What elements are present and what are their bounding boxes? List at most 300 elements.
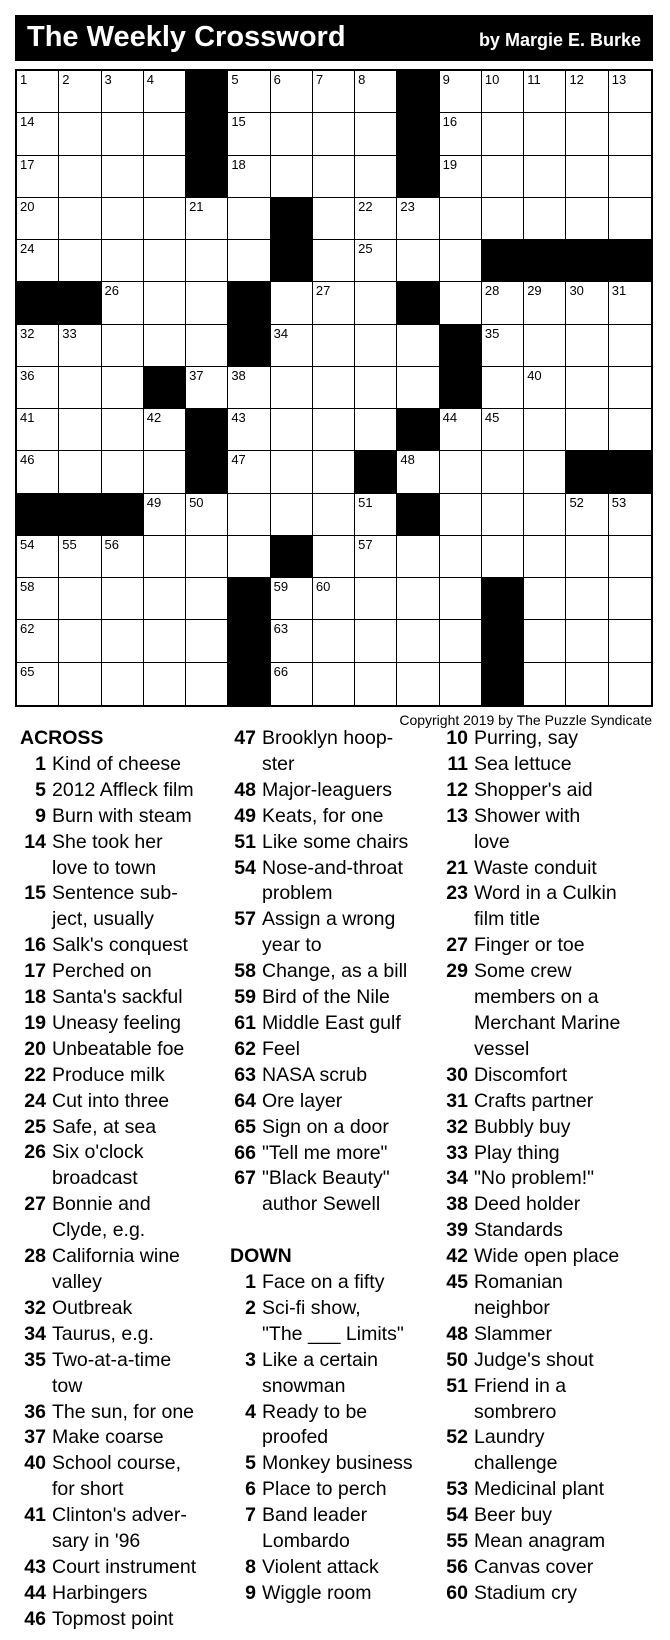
cell-number: 52	[569, 494, 584, 510]
grid-cell[interactable]	[524, 282, 566, 324]
grid-cell[interactable]	[524, 325, 566, 367]
grid-cell[interactable]	[440, 663, 482, 705]
clue-number	[442, 985, 468, 1011]
grid-cell[interactable]	[566, 71, 608, 113]
grid-cell[interactable]	[59, 71, 101, 113]
grid-cell[interactable]	[524, 620, 566, 662]
grid-cell[interactable]	[271, 367, 313, 409]
grid-cell[interactable]	[102, 282, 144, 324]
grid-cell[interactable]	[271, 451, 313, 493]
clue-line	[230, 1425, 440, 1451]
grid-cell[interactable]	[355, 282, 397, 324]
grid-cell[interactable]	[102, 240, 144, 282]
clue-text: Word in a Culkin	[474, 882, 617, 905]
grid-cell[interactable]	[228, 409, 270, 451]
clue-line	[230, 1348, 440, 1374]
clue-text: sary in '96	[52, 1530, 141, 1553]
grid-cell[interactable]	[186, 240, 228, 282]
clue-number: 50	[446, 1348, 468, 1371]
grid-cell[interactable]	[355, 198, 397, 240]
grid-cell[interactable]	[524, 113, 566, 155]
grid-cell[interactable]	[17, 198, 59, 240]
grid-cell[interactable]	[313, 71, 355, 113]
grid-cell[interactable]	[17, 325, 59, 367]
clue-column-2	[230, 726, 440, 1607]
grid-cell[interactable]	[144, 494, 186, 536]
grid-cell[interactable]	[440, 240, 482, 282]
grid-cell[interactable]	[144, 71, 186, 113]
clue-column-1	[20, 726, 230, 1633]
grid-block	[609, 451, 651, 493]
grid-cell[interactable]	[313, 367, 355, 409]
clue-line	[442, 778, 657, 804]
grid-cell[interactable]	[102, 578, 144, 620]
clue-text: She took her	[52, 830, 163, 853]
grid-cell[interactable]	[186, 494, 228, 536]
grid-cell[interactable]	[313, 325, 355, 367]
grid-cell[interactable]	[186, 620, 228, 662]
grid-block	[228, 578, 270, 620]
cell-number: 40	[527, 367, 542, 383]
grid-cell[interactable]	[271, 663, 313, 705]
grid-cell[interactable]	[566, 156, 608, 198]
clue-line	[442, 1011, 657, 1037]
grid-cell[interactable]	[524, 198, 566, 240]
grid-cell[interactable]	[482, 71, 524, 113]
grid-cell[interactable]	[59, 536, 101, 578]
grid-cell[interactable]	[228, 198, 270, 240]
cell-number: 65	[20, 663, 35, 679]
cell-number: 4	[146, 72, 155, 87]
grid-cell[interactable]	[102, 71, 144, 113]
grid-cell[interactable]	[17, 409, 59, 451]
grid-cell[interactable]	[144, 620, 186, 662]
grid-cell[interactable]	[313, 494, 355, 536]
clue-text: Sentence sub-	[52, 882, 178, 905]
grid-cell[interactable]	[271, 325, 313, 367]
grid-cell[interactable]	[566, 198, 608, 240]
clue-number: 20	[24, 1037, 46, 1060]
grid-cell[interactable]	[524, 494, 566, 536]
grid-cell[interactable]	[609, 198, 651, 240]
clue-line	[442, 1374, 657, 1400]
grid-cell[interactable]	[313, 578, 355, 620]
grid-cell[interactable]	[482, 113, 524, 155]
grid-cell[interactable]	[144, 663, 186, 705]
grid-cell[interactable]	[609, 325, 651, 367]
cell-number: 26	[104, 283, 119, 299]
grid-cell[interactable]	[440, 156, 482, 198]
grid-cell[interactable]	[102, 663, 144, 705]
cell-number: 22	[358, 198, 373, 214]
grid-cell[interactable]	[524, 451, 566, 493]
grid-cell[interactable]	[17, 367, 59, 409]
grid-cell[interactable]	[102, 113, 144, 155]
clue-number: 21	[446, 856, 468, 879]
grid-cell[interactable]	[186, 282, 228, 324]
grid-cell[interactable]	[17, 71, 59, 113]
clue-number: 15	[24, 882, 46, 905]
grid-cell[interactable]	[313, 113, 355, 155]
grid-cell[interactable]	[144, 282, 186, 324]
clue-number	[230, 1529, 256, 1555]
grid-cell[interactable]	[609, 113, 651, 155]
grid-cell[interactable]	[102, 451, 144, 493]
grid-cell[interactable]	[102, 536, 144, 578]
clue-text: snowman	[262, 1374, 346, 1397]
clue-line	[230, 830, 440, 856]
cell-number: 64	[484, 621, 500, 637]
grid-cell[interactable]	[313, 409, 355, 451]
clue-number: 1	[245, 1271, 256, 1293]
grid-cell[interactable]	[482, 156, 524, 198]
clue-text: year to	[262, 934, 322, 957]
grid-block	[440, 325, 482, 367]
clue-line	[442, 726, 657, 752]
grid-cell[interactable]	[609, 156, 651, 198]
grid-cell[interactable]	[440, 113, 482, 155]
grid-cell[interactable]	[397, 325, 439, 367]
grid-block	[482, 578, 524, 620]
grid-cell[interactable]	[482, 198, 524, 240]
grid-cell[interactable]	[355, 536, 397, 578]
grid-cell[interactable]	[440, 198, 482, 240]
clue-number: 19	[24, 1011, 46, 1034]
grid-cell[interactable]	[59, 325, 101, 367]
grid-cell[interactable]	[440, 620, 482, 662]
clue-line	[442, 804, 657, 830]
grid-cell[interactable]	[566, 578, 608, 620]
clue-number	[20, 1270, 46, 1296]
clue-text: Clyde, e.g.	[52, 1219, 146, 1242]
grid-cell[interactable]	[313, 620, 355, 662]
grid-cell[interactable]	[59, 620, 101, 662]
grid-block	[397, 282, 439, 324]
grid-cell[interactable]	[566, 113, 608, 155]
grid-cell[interactable]	[397, 198, 439, 240]
clue-line	[20, 959, 230, 985]
grid-cell[interactable]	[271, 71, 313, 113]
grid-cell[interactable]	[355, 71, 397, 113]
clue-line	[230, 1011, 440, 1037]
grid-cell[interactable]	[609, 409, 651, 451]
clue-line	[20, 1089, 230, 1115]
clue-line	[442, 1529, 657, 1555]
grid-cell[interactable]	[228, 367, 270, 409]
grid-cell[interactable]	[482, 451, 524, 493]
grid-cell[interactable]	[228, 240, 270, 282]
clue-line	[20, 1425, 230, 1451]
grid-cell[interactable]	[17, 156, 59, 198]
cell-number: 62	[20, 621, 35, 637]
clue-number	[442, 1400, 468, 1426]
clue-text: Produce milk	[52, 1063, 165, 1086]
grid-cell[interactable]	[144, 240, 186, 282]
grid-cell[interactable]	[482, 367, 524, 409]
clue-number	[442, 830, 468, 856]
grid-cell[interactable]	[566, 536, 608, 578]
clue-number: 52	[446, 1426, 468, 1449]
clue-line	[230, 1115, 440, 1141]
grid-cell[interactable]	[397, 367, 439, 409]
clue-line	[442, 1063, 657, 1089]
grid-cell[interactable]	[271, 409, 313, 451]
clue-line	[20, 1244, 230, 1270]
down-heading: DOWN	[230, 1245, 292, 1268]
clue-text: Some crew	[474, 960, 572, 983]
clue-text: proofed	[262, 1426, 329, 1449]
clue-number: 29	[446, 960, 468, 983]
clue-text: neighbor	[474, 1296, 550, 1319]
grid-cell[interactable]	[313, 240, 355, 282]
grid-cell[interactable]	[144, 578, 186, 620]
grid-cell[interactable]	[440, 451, 482, 493]
grid-cell[interactable]	[524, 409, 566, 451]
grid-cell[interactable]	[609, 620, 651, 662]
clue-line	[20, 907, 230, 933]
grid-cell[interactable]	[228, 451, 270, 493]
grid-cell[interactable]	[440, 578, 482, 620]
grid-cell[interactable]	[482, 494, 524, 536]
grid-cell[interactable]	[59, 663, 101, 705]
grid-cell[interactable]	[355, 113, 397, 155]
clue-text: Play thing	[474, 1141, 560, 1164]
clue-number: 41	[24, 1504, 46, 1527]
clue-line	[442, 1322, 657, 1348]
clue-line	[230, 1063, 440, 1089]
clue-line	[20, 1322, 230, 1348]
cell-number: 21	[189, 198, 204, 214]
grid-cell[interactable]	[566, 620, 608, 662]
clue-number: 32	[446, 1115, 468, 1138]
clue-line	[20, 1011, 230, 1037]
grid-cell[interactable]	[397, 578, 439, 620]
clue-number: 38	[446, 1193, 468, 1216]
grid-cell[interactable]	[566, 282, 608, 324]
grid-cell[interactable]	[524, 71, 566, 113]
clue-line	[442, 1166, 657, 1192]
cell-number: 36	[20, 367, 35, 383]
grid-cell[interactable]	[228, 156, 270, 198]
grid-cell[interactable]	[355, 409, 397, 451]
clue-text: Brooklyn hoop-	[262, 727, 394, 749]
clue-number: 62	[234, 1037, 256, 1060]
grid-cell[interactable]	[609, 536, 651, 578]
clue-text: Wiggle room	[262, 1581, 372, 1604]
clue-line	[20, 985, 230, 1011]
grid-cell[interactable]	[440, 409, 482, 451]
grid-cell[interactable]	[102, 325, 144, 367]
cell-number: 51	[358, 494, 373, 510]
grid-cell[interactable]	[566, 367, 608, 409]
grid-cell[interactable]	[144, 325, 186, 367]
grid-cell[interactable]	[609, 71, 651, 113]
cell-number: 42	[146, 410, 162, 426]
grid-cell[interactable]	[609, 282, 651, 324]
grid-cell[interactable]	[228, 536, 270, 578]
grid-cell[interactable]	[355, 663, 397, 705]
cell-number: 31	[611, 283, 627, 299]
grid-cell[interactable]	[17, 620, 59, 662]
grid-cell[interactable]	[17, 663, 59, 705]
clue-text: Clinton's adver-	[52, 1504, 187, 1527]
grid-cell[interactable]	[355, 240, 397, 282]
clue-line	[442, 1425, 657, 1451]
grid-cell[interactable]	[186, 325, 228, 367]
grid-cell[interactable]	[524, 156, 566, 198]
grid-cell[interactable]	[17, 451, 59, 493]
grid-cell[interactable]	[313, 536, 355, 578]
grid-cell[interactable]	[482, 282, 524, 324]
grid-cell[interactable]	[313, 451, 355, 493]
clue-text: School course,	[52, 1452, 181, 1475]
grid-cell[interactable]	[397, 620, 439, 662]
grid-cell[interactable]	[59, 113, 101, 155]
grid-cell[interactable]	[566, 409, 608, 451]
grid-cell[interactable]	[59, 409, 101, 451]
grid-cell[interactable]	[144, 451, 186, 493]
cell-number: 11	[527, 72, 541, 87]
clue-number	[230, 881, 256, 907]
clue-number	[230, 752, 256, 778]
grid-cell[interactable]	[17, 240, 59, 282]
grid-cell[interactable]	[102, 620, 144, 662]
clue-number: 32	[24, 1296, 46, 1319]
clue-text: California wine	[52, 1245, 180, 1268]
grid-cell[interactable]	[17, 113, 59, 155]
grid-cell[interactable]	[566, 325, 608, 367]
grid-cell[interactable]	[313, 663, 355, 705]
clue-number: 5	[35, 778, 46, 801]
grid-cell[interactable]	[482, 536, 524, 578]
cell-number: 34	[273, 325, 289, 341]
grid-cell[interactable]	[313, 156, 355, 198]
grid-cell[interactable]	[17, 578, 59, 620]
grid-cell[interactable]	[228, 113, 270, 155]
grid-cell[interactable]	[609, 663, 651, 705]
grid-cell[interactable]	[355, 367, 397, 409]
grid-cell[interactable]	[59, 367, 101, 409]
cell-number: 28	[484, 283, 500, 299]
grid-cell[interactable]	[271, 156, 313, 198]
clue-text: Salk's conquest	[52, 934, 188, 957]
grid-cell[interactable]	[271, 620, 313, 662]
grid-cell[interactable]	[397, 240, 439, 282]
grid-cell[interactable]	[524, 536, 566, 578]
grid-cell[interactable]	[566, 494, 608, 536]
grid-cell[interactable]	[144, 156, 186, 198]
clue-text: Middle East gulf	[262, 1011, 401, 1034]
clue-text: Waste conduit	[474, 856, 597, 879]
grid-cell[interactable]	[186, 663, 228, 705]
grid-cell[interactable]	[186, 536, 228, 578]
grid-cell[interactable]	[228, 494, 270, 536]
clue-line	[230, 985, 440, 1011]
across-heading: ACROSS	[20, 727, 104, 749]
clue-text: Ready to be	[262, 1400, 368, 1423]
grid-cell[interactable]	[59, 451, 101, 493]
cell-number: 24	[20, 241, 35, 257]
grid-cell[interactable]	[59, 198, 101, 240]
clue-text: Shower with	[474, 804, 581, 827]
cell-number: 7	[315, 72, 324, 87]
grid-cell[interactable]	[17, 536, 59, 578]
grid-cell[interactable]	[144, 409, 186, 451]
grid-cell[interactable]	[524, 663, 566, 705]
grid-cell[interactable]	[397, 451, 439, 493]
clue-text: Finger or toe	[474, 934, 585, 957]
grid-cell[interactable]	[271, 282, 313, 324]
grid-cell[interactable]	[102, 156, 144, 198]
grid-cell[interactable]	[271, 578, 313, 620]
grid-cell[interactable]	[271, 113, 313, 155]
grid-cell[interactable]	[102, 198, 144, 240]
grid-cell[interactable]	[186, 198, 228, 240]
grid-cell[interactable]	[440, 71, 482, 113]
grid-cell[interactable]	[397, 663, 439, 705]
grid-cell[interactable]	[355, 620, 397, 662]
grid-cell[interactable]	[102, 367, 144, 409]
grid-cell[interactable]	[59, 240, 101, 282]
grid-cell[interactable]	[355, 156, 397, 198]
grid-cell[interactable]	[59, 578, 101, 620]
grid-cell[interactable]	[609, 578, 651, 620]
grid-cell[interactable]	[102, 409, 144, 451]
copyright-notice: Copyright 2019 by The Puzzle Syndicate	[399, 712, 652, 728]
grid-cell[interactable]	[440, 282, 482, 324]
cell-number: 3	[104, 72, 112, 87]
grid-cell[interactable]	[524, 578, 566, 620]
grid-cell[interactable]	[144, 536, 186, 578]
grid-cell[interactable]	[355, 578, 397, 620]
clue-line	[442, 1581, 657, 1607]
clue-number: 61	[234, 1011, 256, 1034]
clue-text: Perched on	[52, 960, 152, 983]
grid-cell[interactable]	[609, 494, 651, 536]
grid-cell[interactable]	[355, 325, 397, 367]
clue-text: Santa's sackful	[52, 986, 183, 1009]
grid-cell[interactable]	[482, 409, 524, 451]
clue-text: Burn with steam	[52, 804, 192, 827]
clue-number	[442, 1011, 468, 1037]
clue-line	[230, 1374, 440, 1400]
clue-number: 40	[24, 1452, 46, 1475]
grid-cell[interactable]	[228, 71, 270, 113]
grid-cell[interactable]	[524, 367, 566, 409]
grid-cell[interactable]	[609, 367, 651, 409]
grid-cell[interactable]	[482, 325, 524, 367]
grid-cell[interactable]	[355, 494, 397, 536]
grid-cell[interactable]	[566, 663, 608, 705]
clue-number	[230, 1425, 256, 1451]
grid-cell[interactable]	[144, 113, 186, 155]
grid-cell[interactable]	[313, 282, 355, 324]
grid-cell[interactable]	[186, 367, 228, 409]
grid-cell[interactable]	[440, 494, 482, 536]
clue-text: Sign on a door	[262, 1115, 389, 1138]
cell-number: 14	[20, 114, 35, 130]
grid-cell[interactable]	[186, 578, 228, 620]
grid-cell[interactable]	[440, 536, 482, 578]
grid-cell[interactable]	[59, 156, 101, 198]
clue-text: Bonnie and	[52, 1193, 151, 1216]
grid-cell[interactable]	[313, 198, 355, 240]
grid-cell[interactable]	[271, 494, 313, 536]
cell-number: 48	[400, 452, 415, 468]
cell-number: 33	[62, 325, 77, 341]
grid-cell[interactable]	[144, 198, 186, 240]
grid-cell[interactable]	[397, 536, 439, 578]
